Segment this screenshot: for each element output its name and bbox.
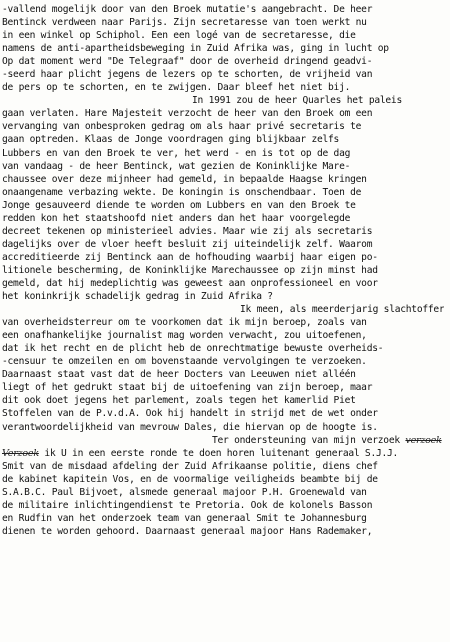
text-line: decreet tekenen op ministerieel advies. Maar wie zij als secretaris: [2, 225, 373, 237]
text-line: de kabinet kapitein Vos, en de voormalige veiligheids beambte bij de: [2, 473, 378, 485]
paragraph-start-line: In 1991 zou de heer Quarles het paleis: [192, 95, 402, 107]
text-line: Op dat moment werd "De Telegraaf" door de overheid dringend geadvi-: [2, 56, 373, 68]
text-line: dienen te worden gehoord. Daarnaast generaal majoor Hans Rademaker,: [2, 525, 373, 537]
text-line: [2, 447, 444, 460]
text-line: namens de anti-apartheidsbeweging in Zuid Afrika was, ging in lucht op: [2, 43, 389, 55]
paragraph-start-line: [2, 434, 444, 447]
text-line: liegt of het gedrukt staat bij de uitoefening van zijn beroep, maar: [2, 382, 373, 394]
text-line: S.A.B.C. Paul Bijvoet, alsmede generaal majoor P.H. Groenewald van: [2, 486, 367, 498]
text-line: een onafhankelijke journalist mag worden verwacht, zou uitoefenen,: [2, 330, 367, 342]
text-line: verantwoordelijkheid van mevrouw Dales, die hiervan op de hoogte is.: [2, 421, 378, 433]
text-line: van overheidsterreur om te voorkomen dat ik mijn beroep, zoals van: [2, 317, 367, 329]
text-line: dat ik het recht en de plicht heb de onrechtmatige bewuste overheids-: [2, 343, 384, 355]
text-line: redden kon het staatshoofd niet anders dan het haar voorgelegde: [2, 212, 351, 224]
text-line: dit ook doet jegens het parlement, zoals tegen het kamerlid Piet: [2, 395, 356, 407]
text-line: dagelijks over de vloer heeft besluit zij uiteindelijk zelf. Waarom: [2, 238, 373, 250]
text-line: de militaire inlichtingendienst te Pretoria. Ook de kolonels Basson: [2, 499, 373, 511]
handwritten-correction: Verzoek: [2, 447, 39, 459]
text-line: Smit van de misdaad afdeling der Zuid Afrikaanse politie, diens chef: [2, 460, 378, 472]
text-line: -seerd haar plicht jegens de lezers op te schorten, de vrijheid van: [2, 69, 373, 81]
text-line: gaan verlaten. Hare Majesteit verzocht de heer van den Broek om een: [2, 108, 373, 120]
text-line: Lubbers en van den Broek te ver, het werd - en is tot op de dag: [2, 147, 351, 159]
text-segment: Ter ondersteuning van mijn verzoek: [212, 434, 400, 446]
text-line: onaangename verbazing wekte. De koningin is onschendbaar. Toen de: [2, 186, 362, 198]
text-line: en Rudfin van het onderzoek team van generaal Smit te Johannesburg: [2, 512, 367, 524]
text-line: in een winkel op Schiphol. Een een logé van de secretaresse, die: [2, 30, 356, 42]
text-line: de pers op te schorten, en te zwijgen. Daar bleef het niet bij.: [2, 82, 351, 94]
text-line: Jonge gesauveerd diende te worden om Lubbers en van den Broek te: [2, 199, 356, 211]
text-line: het koninkrijk schadelijk gedrag in Zuid Afrika ?: [2, 291, 273, 303]
handwritten-correction: verzoek: [405, 434, 442, 446]
text-segment: ik U in een eerste ronde te doen horen luitenant generaal S.J.J.: [44, 447, 399, 459]
text-line: gemeld, dat hij medeplichtig was geweest aan onprofessioneel en voor: [2, 277, 378, 289]
text-line: chaussee over deze mijnheer had gemeld, in bepaalde Haagse kringen: [2, 173, 367, 185]
text-line: -censuur te omzeilen en om bovenstaande vervolgingen te verzoeken.: [2, 356, 367, 368]
text-line: accreditieerde zij Bentinck aan de hofhouding waarbij haar eigen po-: [2, 251, 378, 263]
text-line: Bentinck verdween naar Parijs. Zijn secretaresse van toen werkt nu: [2, 17, 367, 29]
paragraph-start-line: Ik meen, als meerderjarig slachtoffer: [240, 304, 444, 316]
text-line: gaan optreden. Klaas de Jonge voordragen ging blijkbaar zelfs: [2, 134, 340, 146]
text-line: Stoffelen van de P.v.d.A. Ook hij handelt in strijd met de wet onder: [2, 408, 378, 420]
text-line: van vandaag - de heer Bentinck, wat gezien de Koninklijke Mare-: [2, 160, 351, 172]
text-line: vervanging van onbesproken gedrag om als haar privé secretaris te: [2, 121, 362, 133]
text-line: Daarnaast staat vast dat de heer Docters van Leeuwen niet alléén: [2, 369, 356, 381]
text-line: -vallend mogelijk door van den Broek mutatie's aangebracht. De heer: [2, 4, 373, 15]
text-line: litionele bescherming, de Koninklijke Marechaussee op zijn minst had: [2, 264, 378, 276]
